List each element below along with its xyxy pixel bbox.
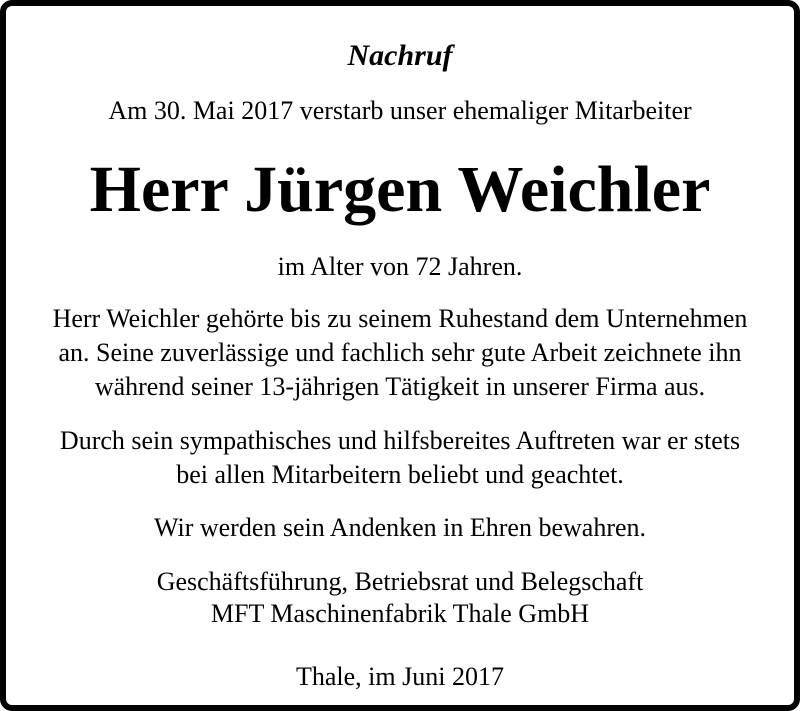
intro-text: Am 30. Mai 2017 verstarb unser ehemaliger Mitarbeiter — [108, 96, 692, 125]
notice-heading: Nachruf — [347, 39, 453, 72]
place-date: Thale, im Juni 2017 — [296, 662, 504, 691]
paragraph-line: bei allen Mitarbeitern beliebt und geachtet. — [176, 460, 624, 489]
age-text: im Alter von 72 Jahren. — [277, 252, 523, 281]
signature-block — [12, 566, 788, 630]
paragraph-career — [12, 302, 788, 404]
paragraph-character — [12, 424, 788, 492]
paragraph-line: während seiner 13-jährigen Tätigkeit in unserer Firma aus. — [94, 372, 706, 401]
paragraph-line: an. Seine zuverlässige und fachlich sehr gute Arbeit zeichnete ihn — [58, 338, 742, 367]
signature-line: MFT Maschinenfabrik Thale GmbH — [210, 599, 590, 628]
paragraph-remembrance: Wir werden sein Andenken in Ehren bewahren. — [153, 513, 647, 542]
paragraph-line: Herr Weichler gehörte bis zu seinem Ruhestand dem Unternehmen — [52, 304, 748, 333]
deceased-name: Herr Jürgen Weichler — [89, 153, 711, 226]
paragraph-line: Durch sein sympathisches und hilfsbereites Auftreten war er stets — [59, 426, 741, 455]
signature-line: Geschäftsführung, Betriebsrat und Belegschaft — [156, 567, 644, 596]
